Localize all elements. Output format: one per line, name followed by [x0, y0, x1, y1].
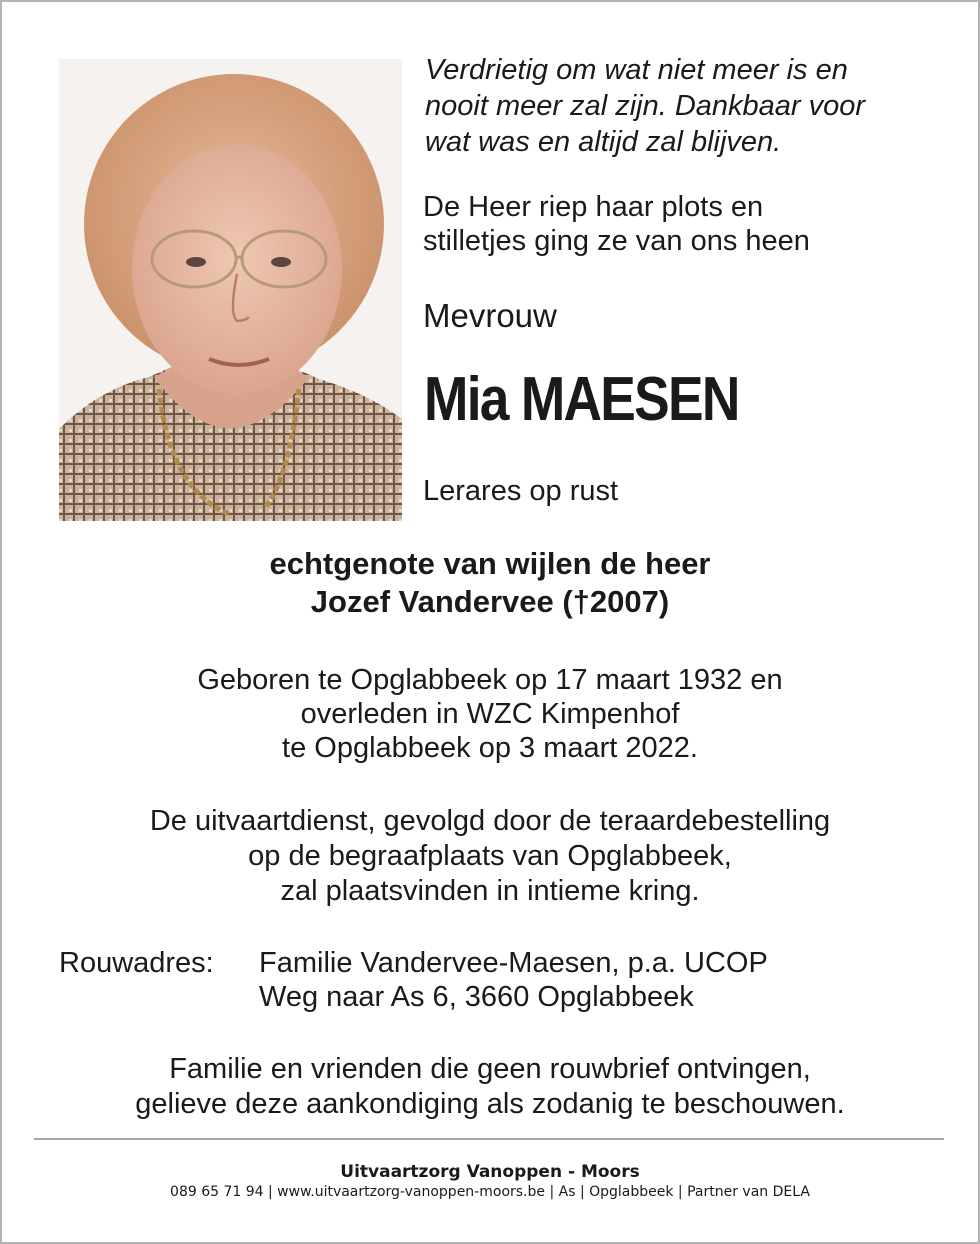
spouse-line: echtgenote van wijlen de heer — [269, 546, 711, 581]
notice-text — [0, 1052, 980, 1122]
service-line: zal plaatsvinden in intieme kring. — [280, 875, 700, 907]
occupation: Lerares op rust — [423, 475, 619, 507]
opening-quote — [425, 52, 965, 160]
footer-divider — [34, 1138, 944, 1140]
address-lines — [259, 946, 768, 1014]
birth-death-line: overleden in WZC Kimpenhof — [300, 698, 680, 730]
spouse-info — [0, 545, 980, 621]
lead-text — [423, 190, 963, 258]
funeral-home-contact: 089 65 71 94 | www.uitvaartzorg-vanoppen-moors.be | As | Opglabbeek | Partner van DELA — [170, 1184, 810, 1200]
quote-line: wat was en altijd zal blijven. — [425, 126, 782, 158]
quote-line: Verdrietig om wat niet meer is en — [425, 54, 848, 86]
service-line: De uitvaartdienst, gevolgd door de teraardebestelling — [149, 805, 831, 837]
lead-line: stilletjes ging ze van ons heen — [423, 225, 810, 257]
salutation: Mevrouw — [423, 297, 557, 334]
service-line: op de begraafplaats van Opglabbeek, — [248, 840, 732, 872]
birth-death-line: te Opglabbeek op 3 maart 2022. — [282, 732, 698, 764]
address-label: Rouwadres: — [59, 947, 214, 979]
birth-death-info — [0, 663, 980, 765]
funeral-home-name: Uitvaartzorg Vanoppen - Moors — [340, 1162, 640, 1182]
portrait-illustration — [59, 59, 402, 521]
portrait-photo — [59, 59, 402, 521]
quote-line: nooit meer zal zijn. Dankbaar voor — [425, 90, 866, 122]
notice-line: Familie en vrienden die geen rouwbrief ontvingen, — [169, 1053, 811, 1085]
address-line: Familie Vandervee-Maesen, p.a. UCOP — [259, 947, 768, 979]
address-line: Weg naar As 6, 3660 Opglabbeek — [259, 981, 694, 1013]
service-info — [0, 804, 980, 909]
notice-line: gelieve deze aankondiging als zodanig te beschouwen. — [135, 1088, 845, 1120]
deceased-name: Mia MAESEN — [424, 365, 739, 434]
birth-death-line: Geboren te Opglabbeek op 17 maart 1932 en — [197, 664, 783, 696]
lead-line: De Heer riep haar plots en — [423, 191, 764, 223]
spouse-line: Jozef Vandervee (†2007) — [310, 584, 670, 619]
